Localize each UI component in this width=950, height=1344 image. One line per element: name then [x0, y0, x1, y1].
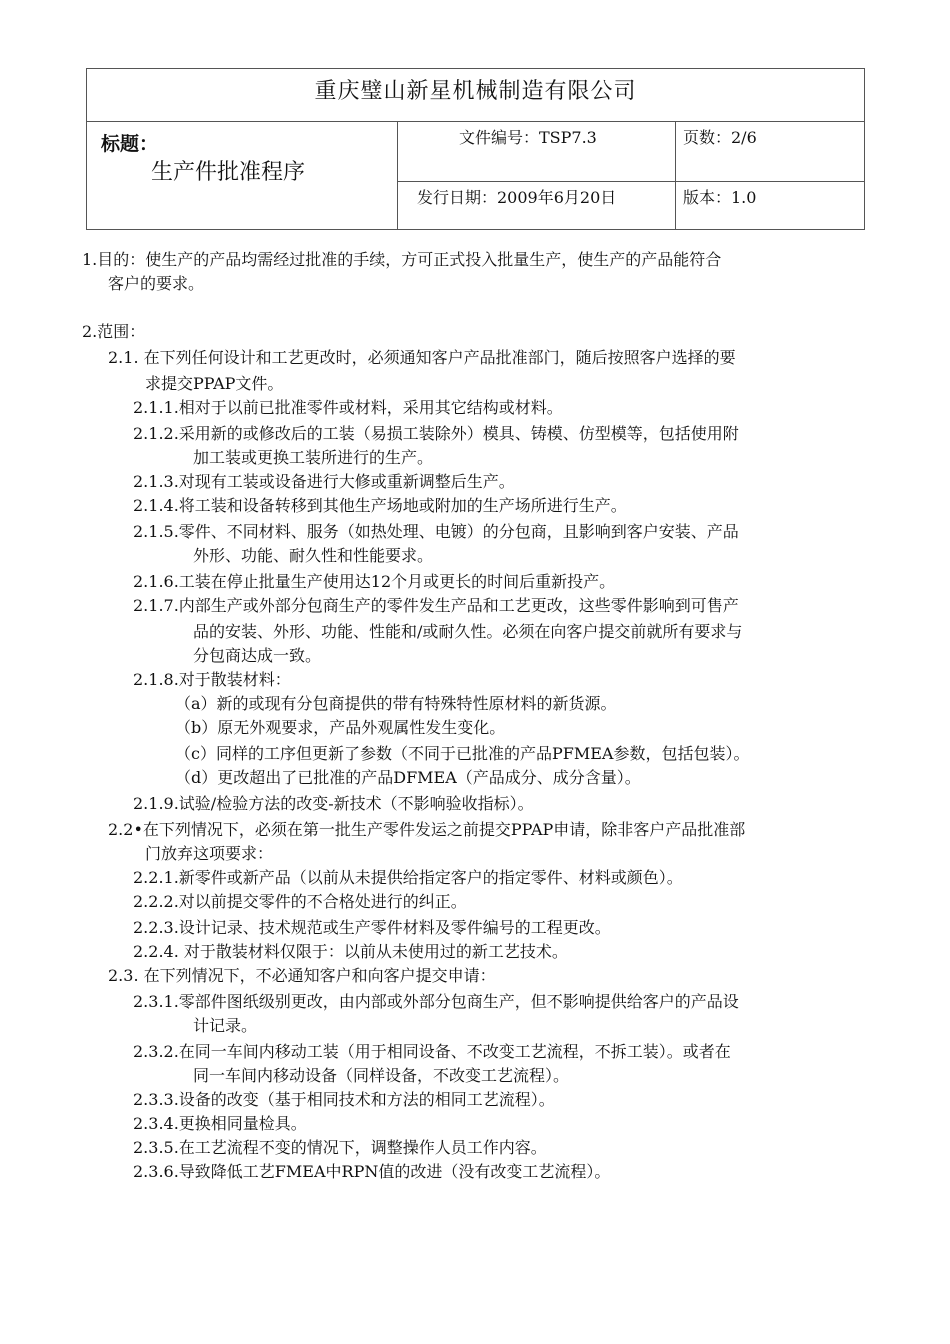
text-line: 2.3.5.在工艺流程不变的情况下，调整操作人员工作内容。	[133, 1138, 547, 1157]
text-line: 2.1.8.对于散装材料：	[133, 670, 291, 689]
text-line: 2.1.1.相对于以前已批准零件或材料，采用其它结构或材料。	[133, 398, 563, 417]
text-line: 同一车间内移动设备（同样设备，不改变工艺流程）。	[193, 1066, 570, 1085]
text-line: （b）原无外观要求，产品外观属性发生变化。	[175, 718, 506, 737]
text-line: 分包商达成一致。	[193, 646, 322, 665]
text-line: 品的安装、外形、功能、性能和/或耐久性。必须在向客户提交前就所有要求与	[193, 622, 743, 641]
company-name: 重庆璧山新星机械制造有限公司	[314, 79, 637, 104]
text-line: 求提交PPAP文件。	[145, 374, 284, 393]
text-line: （c）同样的工序但更新了参数（不同于已批准的产品PFMEA参数，包括包装）。	[175, 744, 750, 763]
text-line: 2.3. 在下列情况下，不必通知客户和向客户提交申请：	[108, 966, 496, 985]
text-line: 计记录。	[193, 1016, 258, 1035]
text-line: 2.2.3.设计记录、技术规范或生产零件材料及零件编号的工程更改。	[133, 918, 611, 937]
text-line: 外形、功能、耐久性和性能要求。	[193, 546, 434, 565]
document-number: 文件编号：TSP7.3	[459, 128, 597, 147]
text-line: 2.范围：	[82, 322, 146, 341]
text-line: （d）更改超出了已批准的产品DFMEA（产品成分、成分含量）。	[175, 768, 641, 787]
document-header-table	[86, 68, 865, 230]
text-line: 2.3.6.导致降低工艺FMEA中RPN值的改进（没有改变工艺流程）。	[133, 1162, 611, 1181]
text-line: 2.1.7.内部生产或外部分包商生产的零件发生产品和工艺更改，这些零件影响到可售产	[133, 596, 739, 615]
text-line: 2.1.5.零件、不同材料、服务（如热处理、电镀）的分包商，且影响到客户安装、产品	[133, 522, 739, 541]
text-line: 2.1. 在下列任何设计和工艺更改时，必须通知客户产品批准部门，随后按照客户选择的要	[108, 348, 736, 367]
text-line: 2.3.3.设备的改变（基于相同技术和方法的相同工艺流程）。	[133, 1090, 555, 1109]
document-title: 生产件批准程序	[151, 160, 306, 185]
text-line: 2.2.4. 对于散装材料仅限于：以前从未使用过的新工艺技术。	[133, 942, 568, 961]
title-label: 标题：	[101, 133, 159, 155]
text-line: 2.1.2.采用新的或修改后的工装（易损工装除外）模具、铸模、仿型模等，包括使用附	[133, 424, 739, 443]
text-line: 客户的要求。	[108, 274, 205, 293]
header-divider	[675, 121, 676, 229]
text-line: 2.2•在下列情况下，必须在第一批生产零件发运之前提交PPAP申请，除非客户产品批准部	[108, 820, 746, 839]
text-line: 2.2.1.新零件或新产品（以前从未提供给指定客户的指定零件、材料或颜色）。	[133, 868, 683, 887]
version: 版本：1.0	[683, 188, 757, 207]
page-count: 页数：2/6	[683, 128, 757, 147]
text-line: 2.1.6.工装在停止批量生产使用达12个月或更长的时间后重新投产。	[133, 572, 616, 591]
text-line: 加工装或更换工装所进行的生产。	[193, 448, 434, 467]
issue-date: 发行日期：2009年6月20日	[417, 188, 617, 207]
header-divider	[397, 181, 864, 182]
text-line: 2.3.1.零部件图纸级别更改，由内部或外部分包商生产，但不影响提供给客户的产品设	[133, 992, 739, 1011]
text-line: 2.1.4.将工装和设备转移到其他生产场地或附加的生产场所进行生产。	[133, 496, 627, 515]
text-line: 2.1.9.试验/检验方法的改变-新技术（不影响验收指标）。	[133, 794, 534, 813]
header-divider	[397, 121, 398, 229]
text-line: 2.1.3.对现有工装或设备进行大修或重新调整后生产。	[133, 472, 515, 491]
text-line: 2.3.4.更换相同量检具。	[133, 1114, 307, 1133]
text-line: 1.目的：使生产的产品均需经过批准的手续，方可正式投入批量生产，使生产的产品能符合	[82, 250, 722, 269]
text-line: 2.3.2.在同一车间内移动工装（用于相同设备、不改变工艺流程，不拆工装）。或者在	[133, 1042, 731, 1061]
text-line: （a）新的或现有分包商提供的带有特殊特性原材料的新货源。	[175, 694, 617, 713]
text-line: 2.2.2.对以前提交零件的不合格处进行的纠正。	[133, 892, 467, 911]
text-line: 门放弃这项要求：	[145, 844, 274, 863]
